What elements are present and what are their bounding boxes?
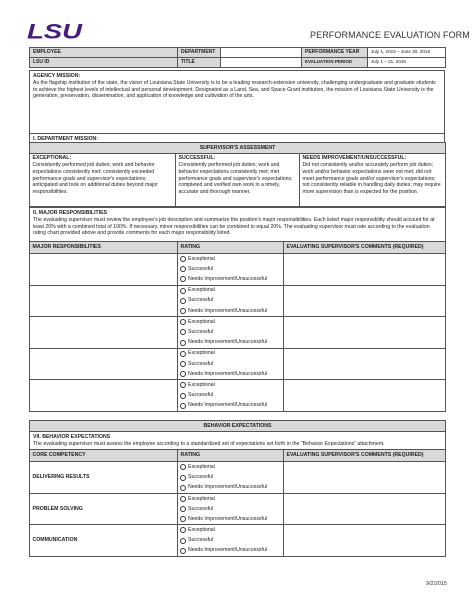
assessment-exceptional bbox=[30, 153, 176, 206]
logo-text: LSU bbox=[27, 22, 83, 40]
footer-date: 9/2/2015 bbox=[426, 581, 447, 587]
col-core-competency: CORE COMPETENCY bbox=[30, 450, 178, 462]
rating-option-label: Successful bbox=[188, 537, 214, 544]
radio-circle-icon[interactable] bbox=[180, 475, 186, 481]
rating-option[interactable] bbox=[180, 264, 281, 274]
major-responsibilities-section bbox=[29, 207, 445, 412]
competency-label: PROBLEM SOLVING bbox=[30, 493, 178, 525]
behavior-text: The evaluating supervisor must assess the employee according to a standardized set of expectations set forth in the “Behavior Expectations” attachment. bbox=[33, 440, 385, 447]
competency-label: DELIVERING RESULTS bbox=[30, 462, 178, 494]
rating-option[interactable] bbox=[180, 286, 281, 296]
radio-circle-icon[interactable] bbox=[180, 516, 186, 522]
evaluation-period-label: EVALUATION PERIOD bbox=[302, 57, 368, 67]
radio-circle-icon[interactable] bbox=[180, 340, 186, 346]
department-mission-heading: I. DEPARTMENT MISSION: bbox=[33, 136, 99, 142]
rating-option[interactable] bbox=[180, 274, 281, 284]
competency-label: COMMUNICATION bbox=[30, 525, 178, 557]
competency-row bbox=[30, 493, 446, 525]
radio-circle-icon[interactable] bbox=[180, 464, 186, 470]
exceptional-text: Consistently performed job duties; work and behavior expectations consistently met; consistently exceeded performance goals and supervisor's expectations; anticipated and took on additional duties beyond major responsibilities. bbox=[32, 162, 158, 195]
rating-option[interactable] bbox=[180, 254, 281, 264]
radio-circle-icon[interactable] bbox=[180, 506, 186, 512]
title-field[interactable] bbox=[221, 57, 302, 67]
responsibility-field[interactable] bbox=[30, 380, 178, 412]
rating-option-label: Needs Improvement/Unsuccessful bbox=[188, 515, 267, 522]
radio-circle-icon[interactable] bbox=[180, 548, 186, 554]
rating-option-label: Successful bbox=[188, 392, 214, 399]
rating-radio-group bbox=[178, 380, 284, 412]
needs-improvement-text: Did not consistently and/or accurately perform job duties; work and/or behavior expectations were not met; did not meet performance goals and/or supervisor's expectations; not consistently reliable in handling daily duties; may require more supervision than is expected for the position. bbox=[302, 162, 441, 195]
comments-field[interactable] bbox=[284, 285, 446, 317]
comments-field[interactable] bbox=[284, 380, 446, 412]
rating-option-label: Successful bbox=[188, 474, 214, 481]
rating-option-label: Needs Improvement/Unsuccessful bbox=[188, 547, 267, 554]
rating-option-label: Exceptional bbox=[188, 381, 215, 388]
rating-radio-group bbox=[178, 285, 284, 317]
radio-circle-icon[interactable] bbox=[180, 276, 186, 282]
employee-label: EMPLOYEE bbox=[30, 48, 178, 58]
comments-field[interactable] bbox=[284, 254, 446, 286]
radio-circle-icon[interactable] bbox=[180, 403, 186, 409]
rating-option[interactable] bbox=[180, 317, 281, 327]
col-major-responsibilities: MAJOR RESPONSIBILITIES bbox=[30, 242, 178, 254]
responsibility-row bbox=[30, 254, 446, 286]
lsu-id-label: LSU ID bbox=[30, 57, 178, 67]
rating-option-label: Exceptional bbox=[188, 287, 215, 294]
competency-row bbox=[30, 462, 446, 494]
radio-circle-icon[interactable] bbox=[180, 371, 186, 377]
department-field[interactable] bbox=[221, 48, 302, 58]
assessment-needs-improvement bbox=[300, 153, 446, 206]
competency-comments-field[interactable] bbox=[284, 462, 446, 494]
radio-circle-icon[interactable] bbox=[180, 298, 186, 304]
radio-circle-icon[interactable] bbox=[180, 527, 186, 533]
agency-mission-heading: AGENCY MISSION: bbox=[33, 73, 81, 79]
competency-rating-radio-group bbox=[178, 525, 284, 557]
radio-circle-icon[interactable] bbox=[180, 382, 186, 388]
radio-circle-icon[interactable] bbox=[180, 308, 186, 314]
agency-mission-text: As the flagship institution of the state, the vision of Louisiana State University is to be a leading research-extensive university, challenging undergraduate and graduate students to achieve the highest levels of intellectual and personal development. Designated as a Land, Sea, and Space Grant institution, the mission of Louisiana State University is the generation, preservation, dissemination, and application of knowledge and cultivation of the arts. bbox=[33, 79, 436, 100]
competency-rating-option[interactable] bbox=[180, 536, 281, 546]
radio-circle-icon[interactable] bbox=[180, 361, 186, 367]
col-comments: EVALUATING SUPERVISOR'S COMMENTS (REQUIRED) bbox=[284, 242, 446, 254]
radio-circle-icon[interactable] bbox=[180, 319, 186, 325]
rating-option-label: Needs Improvement/Unsuccessful bbox=[188, 339, 267, 346]
successful-heading: SUCCESSFUL: bbox=[178, 155, 216, 162]
radio-circle-icon[interactable] bbox=[180, 329, 186, 335]
rating-option-label: Exceptional bbox=[188, 318, 215, 325]
needs-improvement-heading: NEEDS IMPROVEMENT/UNSUCCESSFUL: bbox=[302, 155, 407, 162]
comments-field[interactable] bbox=[284, 348, 446, 380]
radio-circle-icon[interactable] bbox=[180, 256, 186, 262]
competency-rating-option[interactable] bbox=[180, 525, 281, 535]
exceptional-heading: EXCEPTIONAL: bbox=[32, 155, 72, 162]
competency-rating-radio-group bbox=[178, 462, 284, 494]
radio-circle-icon[interactable] bbox=[180, 266, 186, 272]
responsibility-row bbox=[30, 317, 446, 349]
competency-rating-option[interactable] bbox=[180, 472, 281, 482]
competency-rating-radio-group bbox=[178, 493, 284, 525]
rating-option-label: Needs Improvement/Unsuccessful bbox=[188, 402, 267, 409]
rating-option-label: Needs Improvement/Unsuccessful bbox=[188, 307, 267, 314]
performance-year-value: July 1, 2015 – June 30, 2016 bbox=[368, 48, 446, 58]
responsibilities-heading: II. MAJOR RESPONSIBILITIES bbox=[33, 210, 108, 216]
behavior-expectations-section bbox=[29, 420, 445, 557]
form-title: PERFORMANCE EVALUATION FORM bbox=[310, 30, 470, 40]
responsibility-row bbox=[30, 380, 446, 412]
rating-option-label: Needs Improvement/Unsuccessful bbox=[188, 484, 267, 491]
rating-option-label: Successful bbox=[188, 505, 214, 512]
competency-rating-option[interactable] bbox=[180, 546, 281, 556]
rating-radio-group bbox=[178, 254, 284, 286]
radio-circle-icon[interactable] bbox=[180, 351, 186, 357]
rating-option[interactable] bbox=[180, 390, 281, 400]
radio-circle-icon[interactable] bbox=[180, 496, 186, 502]
col-rating: RATING bbox=[178, 242, 284, 254]
competency-rating-option[interactable] bbox=[180, 504, 281, 514]
rating-option-label: Exceptional bbox=[188, 463, 215, 470]
competency-rating-option[interactable] bbox=[180, 483, 281, 493]
competency-rating-option[interactable] bbox=[180, 494, 281, 504]
rating-option[interactable] bbox=[180, 327, 281, 337]
rating-option-label: Successful bbox=[188, 297, 214, 304]
comments-field[interactable] bbox=[284, 317, 446, 349]
responsibility-field[interactable] bbox=[30, 348, 178, 380]
radio-circle-icon[interactable] bbox=[180, 393, 186, 399]
col-behavior-rating: RATING bbox=[178, 450, 284, 462]
competency-row bbox=[30, 525, 446, 557]
rating-option-label: Successful bbox=[188, 265, 214, 272]
lsu-logo bbox=[27, 22, 83, 40]
rating-option-label: Successful bbox=[188, 329, 214, 336]
rating-radio-group bbox=[178, 317, 284, 349]
behavior-title: BEHAVIOR EXPECTATIONS bbox=[30, 421, 446, 432]
rating-option[interactable] bbox=[180, 401, 281, 411]
successful-text: Consistently performed job duties; work and behavior expectations consistently met; met performance goals and supervisor's expectations; completed and verified own work in a timely, accurate and thorough manner. bbox=[178, 162, 293, 195]
rating-option-label: Needs Improvement/Unsuccessful bbox=[188, 370, 267, 377]
employee-info-table bbox=[29, 47, 445, 68]
responsibility-field[interactable] bbox=[30, 254, 178, 286]
rating-option-label: Exceptional bbox=[188, 350, 215, 357]
rating-option-label: Successful bbox=[188, 360, 214, 367]
rating-option-label: Exceptional bbox=[188, 495, 215, 502]
rating-option[interactable] bbox=[180, 359, 281, 369]
competency-comments-field[interactable] bbox=[284, 493, 446, 525]
performance-year-label: PERFORMANCE YEAR bbox=[302, 48, 368, 58]
rating-option[interactable] bbox=[180, 369, 281, 379]
radio-circle-icon[interactable] bbox=[180, 485, 186, 491]
responsibility-field[interactable] bbox=[30, 317, 178, 349]
rating-option[interactable] bbox=[180, 296, 281, 306]
responsibility-row bbox=[30, 285, 446, 317]
rating-option[interactable] bbox=[180, 306, 281, 316]
assessment-successful bbox=[176, 153, 300, 206]
title-label: TITLE bbox=[178, 57, 221, 67]
radio-circle-icon[interactable] bbox=[180, 538, 186, 544]
competency-rating-option[interactable] bbox=[180, 462, 281, 472]
responsibilities-text: The evaluating supervisor must review the employee's job description and summarize the position's major responsibilities. Each listed major responsibility should account for at least 20% with a combined total of 100%. If necessary, minor responsibilities can be combined to equal 20%. The evaluating supervisor must rate according to the evaluation rating chart provided above and provide comments for each major responsibility listed. bbox=[33, 216, 435, 237]
competency-rating-option[interactable] bbox=[180, 514, 281, 524]
supervisor-assessment-section bbox=[29, 142, 445, 207]
col-behavior-comments: EVALUATING SUPERVISOR'S COMMENTS (REQUIRED) bbox=[284, 450, 446, 462]
rating-option[interactable] bbox=[180, 349, 281, 359]
rating-option[interactable] bbox=[180, 380, 281, 390]
rating-option[interactable] bbox=[180, 338, 281, 348]
department-label: DEPARTMENT bbox=[178, 48, 221, 58]
rating-radio-group bbox=[178, 348, 284, 380]
competency-comments-field[interactable] bbox=[284, 525, 446, 557]
responsibility-field[interactable] bbox=[30, 285, 178, 317]
rating-option-label: Exceptional bbox=[188, 527, 215, 534]
assessment-title: SUPERVISOR'S ASSESSMENT bbox=[30, 143, 446, 154]
behavior-heading: VII. BEHAVIOR EXPECTATIONS bbox=[33, 433, 111, 440]
rating-option-label: Needs Improvement/Unsuccessful bbox=[188, 276, 267, 283]
rating-option-label: Exceptional bbox=[188, 255, 215, 262]
radio-circle-icon[interactable] bbox=[180, 288, 186, 294]
responsibility-row bbox=[30, 348, 446, 380]
evaluation-period-value: July 1 – 31, 2016 bbox=[368, 57, 446, 67]
